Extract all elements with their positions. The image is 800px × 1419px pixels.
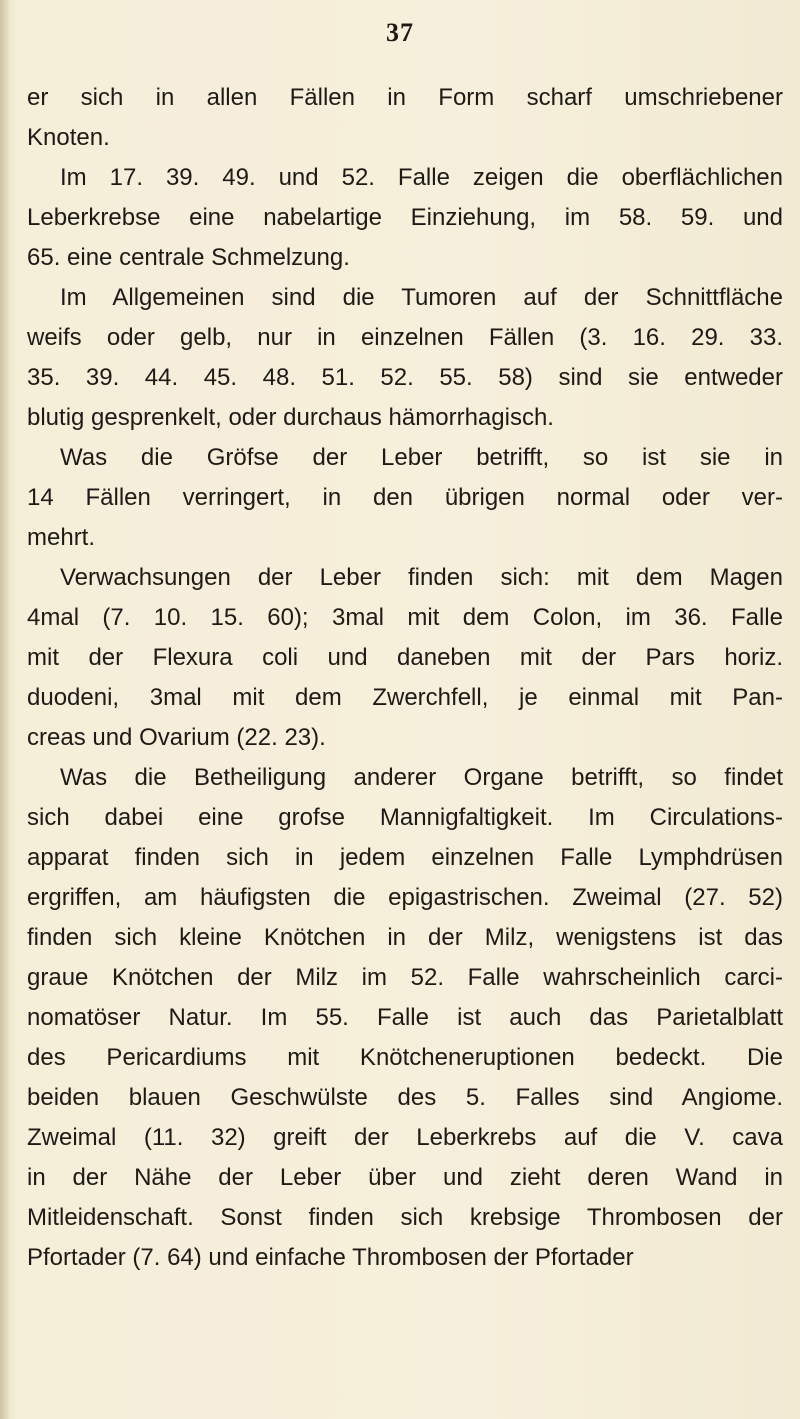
body-text xyxy=(27,78,783,1278)
text-line: 65. eine centrale Schmelzung. xyxy=(27,244,350,271)
text-line: creas und Ovarium (22. 23). xyxy=(27,724,326,751)
text-line: beiden blauen Geschwülste des 5. Falles sind Angiome. xyxy=(27,1084,783,1111)
text-line: mit der Flexura coli und daneben mit der Pars horiz. xyxy=(27,644,783,671)
text-line: graue Knötchen der Milz im 52. Falle wahrscheinlich carci- xyxy=(27,964,783,991)
text-line: duodeni, 3mal mit dem Zwerchfell, je einmal mit Pan- xyxy=(27,684,783,711)
text-line: Mitleidenschaft. Sonst finden sich krebsige Thrombosen der xyxy=(27,1204,783,1231)
text-line: in der Nähe der Leber über und zieht deren Wand in xyxy=(27,1164,783,1191)
text-line: Knoten. xyxy=(27,124,110,151)
text-line: finden sich kleine Knötchen in der Milz, wenigstens ist das xyxy=(27,924,783,951)
text-line: mehrt. xyxy=(27,524,96,551)
text-line: apparat finden sich in jedem einzelnen Falle Lymphdrüsen xyxy=(27,844,783,871)
text-line: Was die Gröfse der Leber betrifft, so ist sie in xyxy=(60,444,783,471)
page-number: 37 xyxy=(386,18,414,47)
text-line: des Pericardiums mit Knötcheneruptionen bedeckt. Die xyxy=(27,1044,783,1071)
text-line: 14 Fällen verringert, in den übrigen normal oder ver- xyxy=(27,484,783,511)
text-line: Was die Betheiligung anderer Organe betrifft, so findet xyxy=(60,764,783,791)
text-line: sich dabei eine grofse Mannigfaltigkeit. Im Circulations- xyxy=(27,804,783,831)
page-binding-shadow xyxy=(0,0,10,1419)
text-line: 4mal (7. 10. 15. 60); 3mal mit dem Colon, im 36. Falle xyxy=(27,604,783,631)
text-line: er sich in allen Fällen in Form scharf umschriebener xyxy=(27,84,783,111)
text-line: Leberkrebse eine nabelartige Einziehung, im 58. 59. und xyxy=(27,204,783,231)
text-line: blutig gesprenkelt, oder durchaus hämorrhagisch. xyxy=(27,404,554,431)
text-line: Pfortader (7. 64) und einfache Thrombosen der Pfortader xyxy=(27,1244,634,1271)
text-line: 35. 39. 44. 45. 48. 51. 52. 55. 58) sind sie entweder xyxy=(27,364,783,391)
text-line: weifs oder gelb, nur in einzelnen Fällen (3. 16. 29. 33. xyxy=(27,324,783,351)
text-line: nomatöser Natur. Im 55. Falle ist auch das Parietalblatt xyxy=(27,1004,783,1031)
text-line: ergriffen, am häufigsten die epigastrischen. Zweimal (27. 52) xyxy=(27,884,783,911)
text-line: Zweimal (11. 32) greift der Leberkrebs auf die V. cava xyxy=(27,1124,783,1151)
text-line: Im Allgemeinen sind die Tumoren auf der Schnittfläche xyxy=(60,284,783,311)
text-line: Verwachsungen der Leber finden sich: mit dem Magen xyxy=(60,564,783,591)
text-line: Im 17. 39. 49. und 52. Falle zeigen die oberflächlichen xyxy=(60,164,783,191)
